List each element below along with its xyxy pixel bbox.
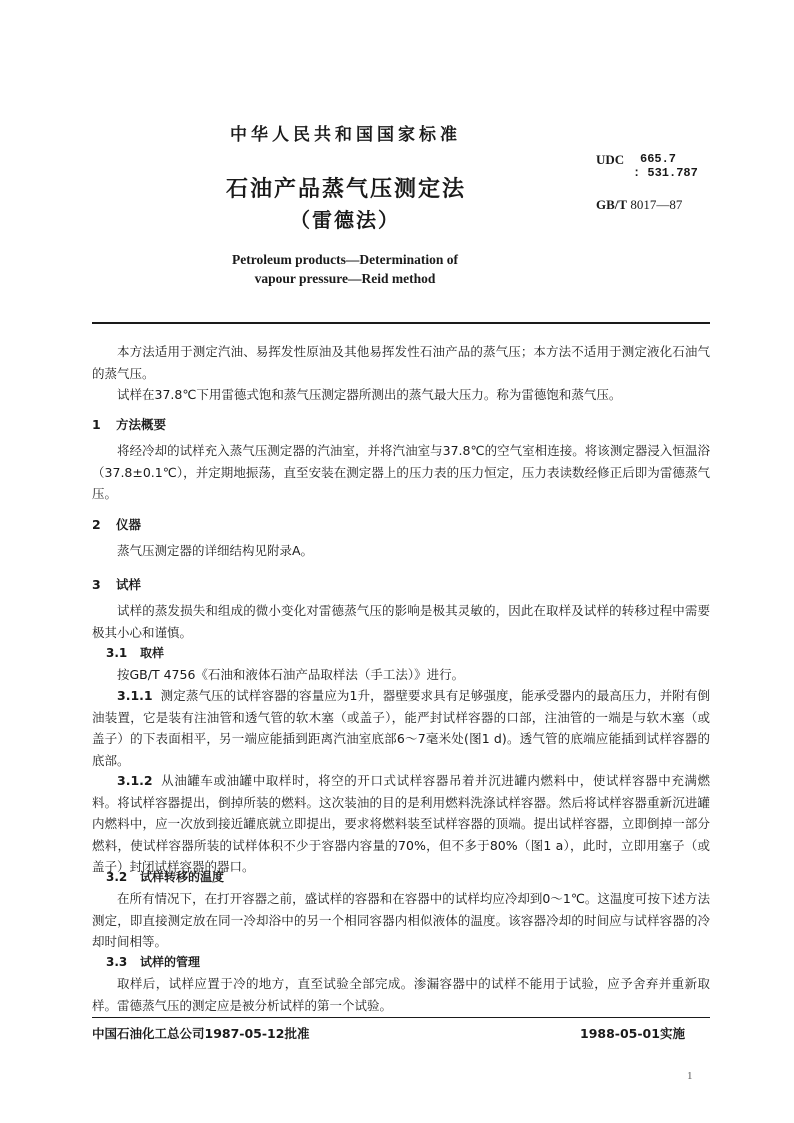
document-subtitle: （雷德法） [290, 208, 400, 232]
section-3-1-2-text: 从油罐车或油罐中取样时，将空的开口式试样容器吊着并沉进罐内燃料中，使试样容器中充满燃料。将试样容器提出，倒掉所装的燃料。这次装油的目的是利用燃料洗涤试样容器。然后将试样容器重新沉进罐内燃料中，应一次放到接近罐底就立即提出，要求将燃料装至试样容器的顶端。提出试样容器，立即倒掉一部分燃料，使试样容器所装的试样体积不少于容器内容量的70%，但不多于80%（图1 a），此时，立即用塞子（或盖子）封闭试样容器的器口。 [92, 773, 710, 874]
section-1-heading [92, 415, 166, 433]
intro-paragraph-1: 本方法适用于测定汽油、易挥发性原油及其他易挥发性石油产品的蒸气压；本方法不适用于测定液化石油气的蒸气压。 [92, 344, 710, 381]
header-divider [92, 322, 710, 324]
section-2-text: 蒸气压测定器的详细结构见附录A。 [117, 543, 314, 558]
standard-prefix: GB/T [596, 197, 628, 212]
standard-code: 8017—87 [630, 197, 683, 212]
section-3-2-heading [106, 868, 224, 885]
section-1-text: 将经冷却的试样充入蒸气压测定器的汽油室，并将汽油室与37.8℃的空气室相连接。将该测定器浸入恒温浴（37.8±0.1℃），并定期地振荡，直至安装在测定器上的压力表的压力恒定，压力表读数经修正后即为雷德蒸气压。 [92, 443, 710, 501]
english-title-line-1: Petroleum products—Determination of [232, 252, 458, 267]
section-2-title: 仪器 [116, 517, 142, 532]
section-1-number: 1 [92, 417, 101, 432]
section-3-2-text: 在所有情况下，在打开容器之前，盛试样的容器和在容器中的试样均应冷却到0～1℃。这温度可按下述方法测定，即直接测定放在同一冷却浴中的另一个相同容器内相似液体的温度。该容器冷却的时间应与试样容器的冷却时间相等。 [92, 891, 710, 949]
section-3-2-number: 3.2 [106, 870, 128, 884]
footer-divider [92, 1017, 710, 1018]
section-3-1-text: 按GB/T 4756《石油和液体石油产品取样法（手工法）》进行。 [117, 667, 465, 682]
udc-value-2: : 531.787 [633, 166, 698, 180]
section-3-1-1-number: 3.1.1 [117, 688, 153, 703]
section-1-title: 方法概要 [116, 417, 167, 432]
section-3-1-heading [106, 644, 164, 661]
page-number: 1 [687, 1070, 693, 1082]
document-title: 石油产品蒸气压测定法 [226, 177, 467, 202]
section-3-title: 试样 [116, 577, 142, 592]
section-3-2-title: 试样转移的温度 [140, 870, 225, 884]
section-2-heading [92, 515, 141, 533]
section-3-1-title: 取样 [140, 646, 165, 660]
section-3-text: 试样的蒸发损失和组成的微小变化对雷德蒸气压的影响是极其灵敏的，因此在取样及试样的转移过程中需要极其小心和谨慎。 [92, 603, 710, 640]
standard-number [596, 197, 682, 213]
national-standard-label: 中华人民共和国国家标准 [230, 125, 461, 145]
english-title-line-2: vapour pressure—Reid method [254, 271, 436, 286]
section-3-1-2-number: 3.1.2 [117, 773, 153, 788]
section-3-3-heading [106, 953, 200, 970]
section-3-3-text: 取样后，试样应置于冷的地方，直至试验全部完成。渗漏容器中的试样不能用于试验，应予舍弃并重新取样。雷德蒸气压的测定应是被分析试样的第一个试验。 [92, 976, 710, 1013]
effective-date: 1988-05-01实施 [580, 1026, 685, 1041]
intro-paragraph-2: 试样在37.8℃下用雷德式饱和蒸气压测定器所测出的蒸气最大压力。称为雷德饱和蒸气压。 [117, 387, 622, 402]
approval-date: 中国石油化工总公司1987-05-12批准 [92, 1026, 310, 1041]
udc-label: UDC [596, 152, 625, 167]
section-3-1-1-text: 测定蒸气压的试样容器的容量应为1升，器壁要求具有足够强度，能承受器内的最高压力，并附有倒油装置，它是装有注油管和透气管的软木塞（或盖子），能严封试样容器的口部，注油管的一端是与软木塞（或盖子）的下表面相平，另一端应能插到距离汽油室底部6～7毫米处(图1 d)。透气管的底端应能插到试样容器的底部。 [92, 688, 710, 768]
section-3-3-number: 3.3 [106, 955, 128, 969]
section-3-1-number: 3.1 [106, 646, 128, 660]
section-3-number: 3 [92, 577, 101, 592]
udc-value-1: 665.7 [640, 152, 677, 166]
section-3-heading [92, 575, 141, 593]
section-2-number: 2 [92, 517, 101, 532]
english-title [180, 250, 510, 288]
section-3-1-2-paragraph [92, 770, 710, 878]
section-3-1-1-paragraph [92, 685, 710, 771]
section-3-3-title: 试样的管理 [140, 955, 201, 969]
